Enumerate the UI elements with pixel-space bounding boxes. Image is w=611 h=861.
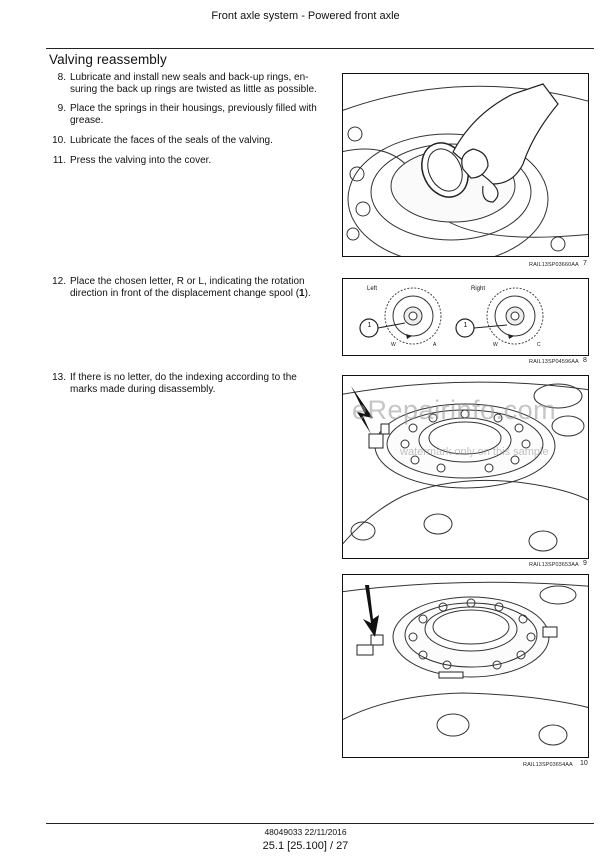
rotation-spool-diagram (343, 279, 588, 355)
step-text: Lubricate the faces of the seals of the valving. (70, 135, 273, 146)
callout-reference: 1 (299, 288, 305, 300)
figure-7-caption: RAIL13SP03660AA (529, 262, 579, 268)
figure-9-caption: RAIL13SP03653AA (529, 562, 579, 568)
page-header: Front axle system - Powered front axle (211, 10, 400, 22)
footer-rule (46, 823, 594, 824)
step-text: If there is no letter, do the indexing according to the marks made during disassembly. (70, 372, 297, 396)
watermark-subtext: watermark only on this sample (400, 446, 549, 458)
figure-10-number: 10 (580, 760, 588, 767)
section-top-rule (46, 48, 594, 49)
figure-9-number: 9 (583, 560, 587, 567)
letter-w: W (493, 342, 498, 348)
step-text: Press the valving into the cover. (70, 155, 212, 166)
figure-7-photo (342, 73, 589, 257)
watermark-text: eRepairinfo.com (352, 395, 557, 425)
callout-number: 1 (463, 322, 468, 329)
step-text (70, 276, 324, 301)
letter-w: W (391, 342, 396, 348)
figure-10-photo (342, 574, 589, 758)
callout-number: 1 (367, 322, 372, 329)
letter-a: A (433, 342, 437, 348)
document-code: 48049033 22/11/2016 (264, 827, 347, 837)
figure-8-caption: RAIL13SP04596AA (529, 359, 579, 365)
step-number: 9. (57, 103, 66, 114)
step-text: Lubricate and install new seals and back-up rings, en-suring the back up rings are twisted as little as possible. (70, 72, 317, 96)
figure-8-diagram (342, 278, 589, 356)
figure-10-caption: RAIL13SP03654AA (523, 762, 573, 768)
figure-8-number: 8 (583, 357, 587, 364)
left-label: Left (367, 286, 378, 292)
figure-7-number: 7 (583, 260, 587, 267)
seal-installation-illustration (343, 74, 588, 256)
right-label: Right (471, 286, 486, 292)
step-text-part: ). (304, 288, 311, 300)
step-number: 13. (52, 372, 66, 383)
step-text: Place the springs in their housings, previously filled with grease. (70, 103, 317, 127)
letter-c: C (537, 342, 541, 348)
indexing-mark-illustration (343, 575, 588, 757)
step-number: 11. (52, 155, 66, 166)
section-title: Valving reassembly (49, 52, 167, 67)
step-number: 12. (52, 276, 66, 287)
page-number: 25.1 [25.100] / 27 (262, 840, 349, 852)
step-number: 10. (52, 135, 66, 146)
step-number: 8. (57, 72, 66, 83)
step-text-part: Place the chosen letter, R or L, indicating the rotation direction in front of the displacement change spool ( (70, 276, 305, 300)
